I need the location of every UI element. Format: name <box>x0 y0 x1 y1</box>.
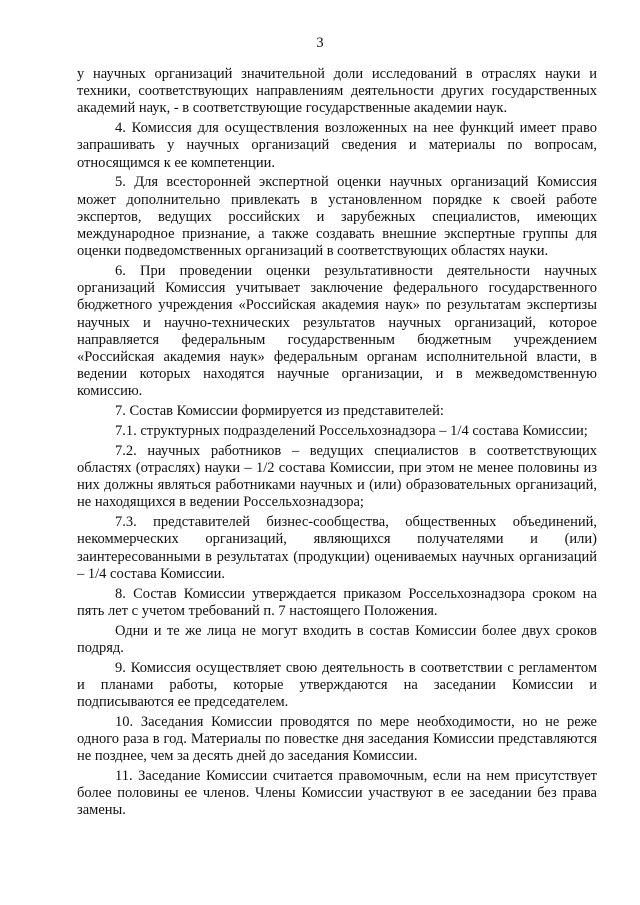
paragraph-5: 5. Для всесторонней экспертной оценки научных организаций Комиссия может дополнительно привлекать в установленном порядке к своей работе экспертов, ведущих российских и зарубежных специалистов, имеющих международное признание, а также создавать внешние экспертные группы для оценки подведомственных организаций в соответствующих областях науки. <box>77 174 597 260</box>
paragraph-10: 10. Заседания Комиссии проводятся по мере необходимости, но не реже одного раза в год. Материалы по повестке дня заседания Комиссии представляются не позднее, чем за десять дней до заседания Комиссии. <box>77 713 597 765</box>
paragraph-7-1: 7.1. структурных подразделений Россельхознадзора – 1/4 состава Комиссии; <box>115 423 588 440</box>
paragraph-7-2: 7.2. научных работников – ведущих специалистов в соответствующих областях (отраслях) науки – 1/2 состава Комиссии, при этом не менее половины из них должны являться работниками научных и (или) образовательных организаций, не находящихся в ведении Россельхознадзора; <box>77 442 597 511</box>
paragraph-4: 4. Комиссия для осуществления возложенных на нее функций имеет право запрашивать у научных организаций сведения и материалы по вопросам, относящимся к ее компетенции. <box>77 120 597 171</box>
paragraph-8-note: Одни и те же лица не могут входить в состав Комиссии более двух сроков подряд. <box>77 622 597 656</box>
paragraph-11: 11. Заседание Комиссии считается правомочным, если на нем присутствует более половины ее членов. Члены Комиссии участвуют в ее заседании без права замены. <box>77 768 597 819</box>
page-number: 3 <box>316 35 324 51</box>
paragraph-7: 7. Состав Комиссии формируется из представителей: <box>115 403 444 420</box>
paragraph-6: 6. При проведении оценки результативности деятельности научных организаций Комиссия учитывает заключение федерального государственного бюджетного учреждения «Российская академия наук» по результатам экспертизы научных и научно-технических результатов научных организаций, которое направляется федеральным государственным бюджетным учреждением «Российская академия наук» федеральным органам исполнительной власти, в ведении которых находятся научные организации, и в межведомственную комиссию. <box>77 263 597 400</box>
document-body <box>77 66 597 822</box>
paragraph-7-3: 7.3. представителей бизнес-сообщества, общественных объединений, некоммерческих организаций, являющихся получателями и (или) заинтересованными в результатах (продукции) оцениваемых научных организаций – 1/4 состава Комиссии. <box>77 514 597 582</box>
paragraph-continuation: у научных организаций значительной доли исследований в отраслях науки и техники, соответствующих направлениям деятельности других государственных академий наук, - в соответствующие государственные академии наук. <box>77 66 597 117</box>
paragraph-9: 9. Комиссия осуществляет свою деятельность в соответствии с регламентом и планами работы, которые утверждаются на заседании Комиссии и подписываются ее председателем. <box>77 659 597 711</box>
paragraph-8: 8. Состав Комиссии утверждается приказом Россельхознадзора сроком на пять лет с учетом требований п. 7 настоящего Положения. <box>77 585 597 619</box>
